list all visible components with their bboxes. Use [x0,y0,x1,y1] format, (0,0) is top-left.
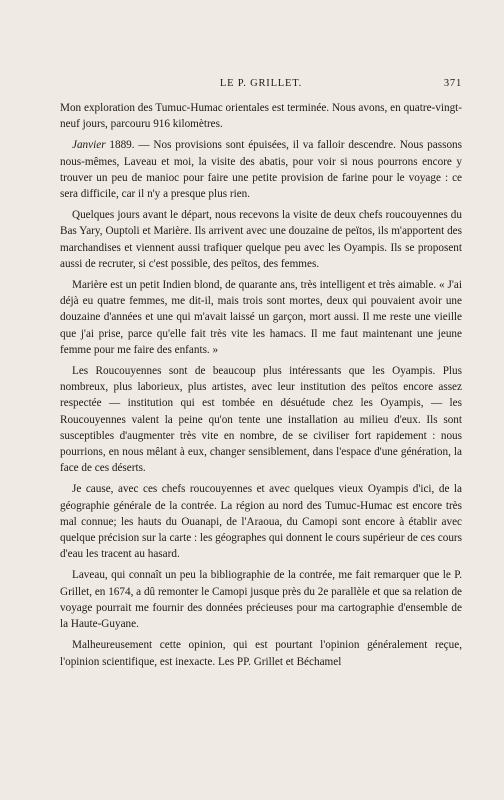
paragraph: Mon exploration des Tumuc-Humac orientales est terminée. Nous avons, en quatre-vingt-neuf jours, parcouru 916 kilomètres. [60,102,462,131]
running-title: LE P. GRILLET. [219,78,303,89]
paragraph: Laveau, qui connaît un peu la bibliographie de la contrée, me fait remarquer que le P. Grillet, en 1674, a dû remonter le Camopi jusque près du 2e parallèle et que sa relation de voyage pourrait me fournir des données précieuses pour ma cartographie d'ensemble de la Haute-Guyane. [60,569,462,631]
paragraph: Je cause, avec ces chefs roucouyennes et avec quelques vieux Oyampis d'ici, de la géographie générale de la contrée. La région au nord des Tumuc-Humac est encore très mal connue; les hauts du Ouanapi, de l'Araoua, du Camopi sont encore à établir avec quelque précision sur la carte : les géographes qui donnent le cours supérieur de ces cours d'eau les tracent au hasard. [60,483,462,561]
body-text [60,100,462,675]
paragraph: Quelques jours avant le départ, nous recevons la visite de deux chefs roucouyennes du Bas Yary, Ouptoli et Marière. Ils arrivent avec une douzaine de peïtos, ils m'apportent des marchandises et viennent aussi trafiquer quelque peu avec les Oyampis. Ils se proposent aussi de recruter, si c'est possible, des peïtos, des femmes. [60,209,462,270]
page-number: 371 [443,78,462,89]
paragraph: Malheureusement cette opinion, qui est pourtant l'opinion généralement reçue, l'opinion scientifique, est inexacte. Les PP. Grillet et Béchamel [60,639,462,668]
paragraph-text: 1889. — Nos provisions sont épuisées, il va falloir descendre. Nous passons nous-mêmes, Laveau et moi, la visite des abatis, pour voir si nous pourrons encore y trouver un peu de manioc pour faire une petite provision de farine pour le voyage : ce sera difficile, car il n'y a presque plus rien. [60,139,462,201]
paragraph: Les Roucouyennes sont de beaucoup plus intéressants que les Oyampis. Plus nombreux, plus laborieux, plus artistes, avec leur institution des peïtos encore assez respectée — institution qui est tombée en désuétude chez les Oyampis, — les Roucouyennes valent la peine qu'on tente une installation au milieu d'eux. Ils sont susceptibles d'augmenter très vite en nombre, de se civiliser fort rapidement : nous pourrions, en nous mêlant à eux, changer sensiblement, dans l'espace d'une génération, la face de ces déserts. [60,365,462,475]
running-header [60,78,462,94]
paragraph: Marière est un petit Indien blond, de quarante ans, très intelligent et très aimable. « J'ai déjà eu quatre femmes, me dit-il, mais trois sont mortes, deux qui pouvaient avoir une douzaine d'années et une qui m'avait laissé un garçon, mort aussi. Il me reste une vieille que j'ai prise, parce qu'elle fait très vite les hamacs. Il me faut maintenant une jeune femme pour me faire des enfants. » [60,279,462,356]
date-label: Janvier [72,139,106,152]
paragraph [60,137,462,202]
